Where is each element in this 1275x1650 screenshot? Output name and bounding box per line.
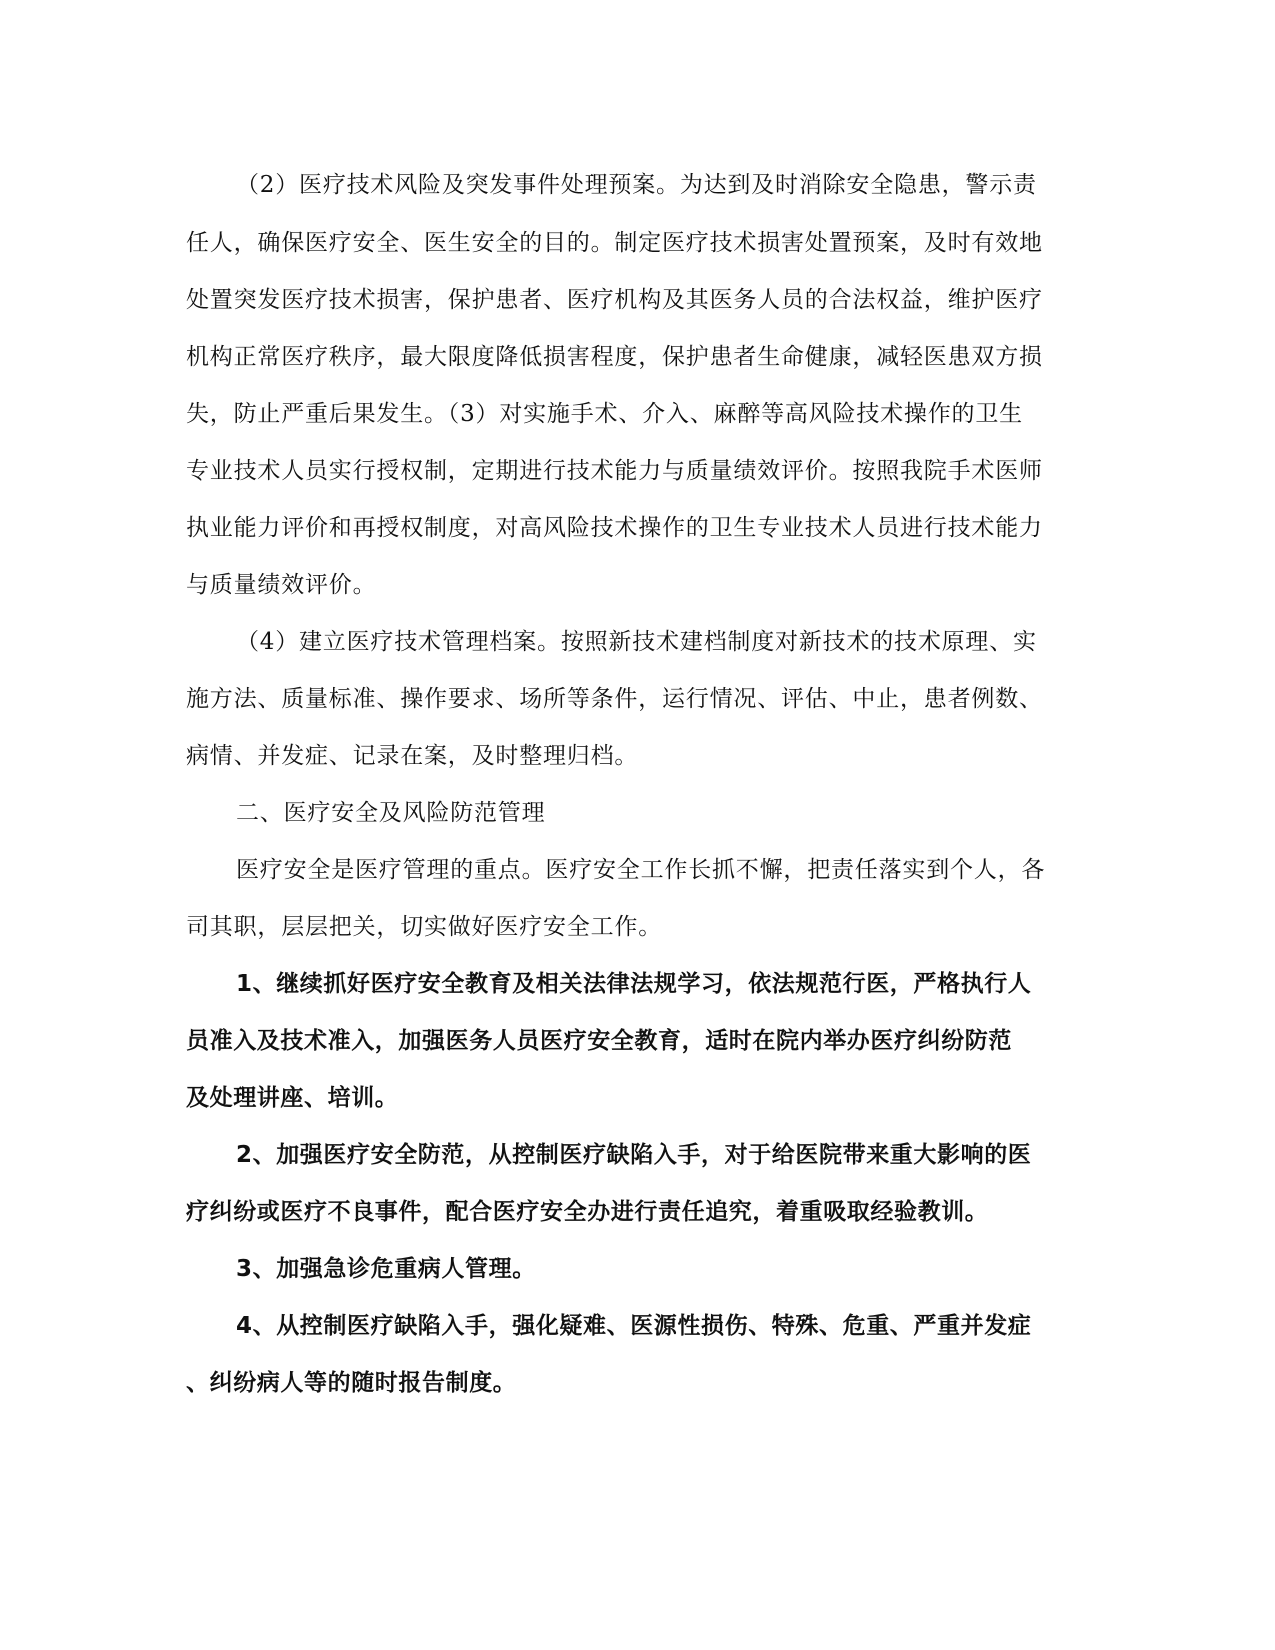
paragraph-line: 执业能力评价和再授权制度，对高风险技术操作的卫生专业技术人员进行技术能力 <box>186 515 1043 541</box>
list-item-line: 及处理讲座、培训。 <box>186 1085 399 1111</box>
paragraph-line: 与质量绩效评价。 <box>186 572 377 598</box>
list-item-line: 2、加强医疗安全防范，从控制医疗缺陷入手，对于给医院带来重大影响的医 <box>236 1142 1032 1168</box>
paragraph-line: 病情、并发症、记录在案，及时整理归档。 <box>186 743 639 769</box>
paragraph-line: 处置突发医疗技术损害，保护患者、医疗机构及其医务人员的合法权益，维护医疗 <box>186 287 1043 313</box>
list-item-line: 员准入及技术准入，加强医务人员医疗安全教育，适时在院内举办医疗纠纷防范 <box>186 1028 1012 1054</box>
section-heading: 二、医疗安全及风险防范管理 <box>236 800 546 826</box>
paragraph-line: （2）医疗技术风险及突发事件处理预案。为达到及时消除安全隐患，警示责 <box>236 172 1037 198</box>
paragraph-line: 专业技术人员实行授权制，定期进行技术能力与质量绩效评价。按照我院手术医师 <box>186 458 1043 484</box>
paragraph-line: 机构正常医疗秩序，最大限度降低损害程度，保护患者生命健康，减轻医患双方损 <box>186 344 1043 370</box>
list-item-line: 疗纠纷或医疗不良事件，配合医疗安全办进行责任追究，着重吸取经验教训。 <box>186 1199 989 1225</box>
paragraph-line: 失，防止严重后果发生。（3）对实施手术、介入、麻醉等高风险技术操作的卫生 <box>186 401 1023 427</box>
paragraph-line: 医疗安全是医疗管理的重点。医疗安全工作长抓不懈，把责任落实到个人，各 <box>236 857 1046 883</box>
paragraph-line: 司其职，层层把关，切实做好医疗安全工作。 <box>186 914 662 940</box>
paragraph-line: 任人，确保医疗安全、医生安全的目的。制定医疗技术损害处置预案，及时有效地 <box>186 230 1043 256</box>
list-item-line: 、纠纷病人等的随时报告制度。 <box>186 1370 517 1396</box>
list-item-line: 4、从控制医疗缺陷入手，强化疑难、医源性损伤、特殊、危重、严重并发症 <box>236 1313 1032 1339</box>
paragraph-line: （4）建立医疗技术管理档案。按照新技术建档制度对新技术的技术原理、实 <box>236 629 1037 655</box>
list-item-line: 1、继续抓好医疗安全教育及相关法律法规学习，依法规范行医，严格执行人 <box>236 971 1032 997</box>
list-item-line: 3、加强急诊危重病人管理。 <box>236 1256 536 1282</box>
paragraph-line: 施方法、质量标准、操作要求、场所等条件，运行情况、评估、中止，患者例数、 <box>186 686 1043 712</box>
